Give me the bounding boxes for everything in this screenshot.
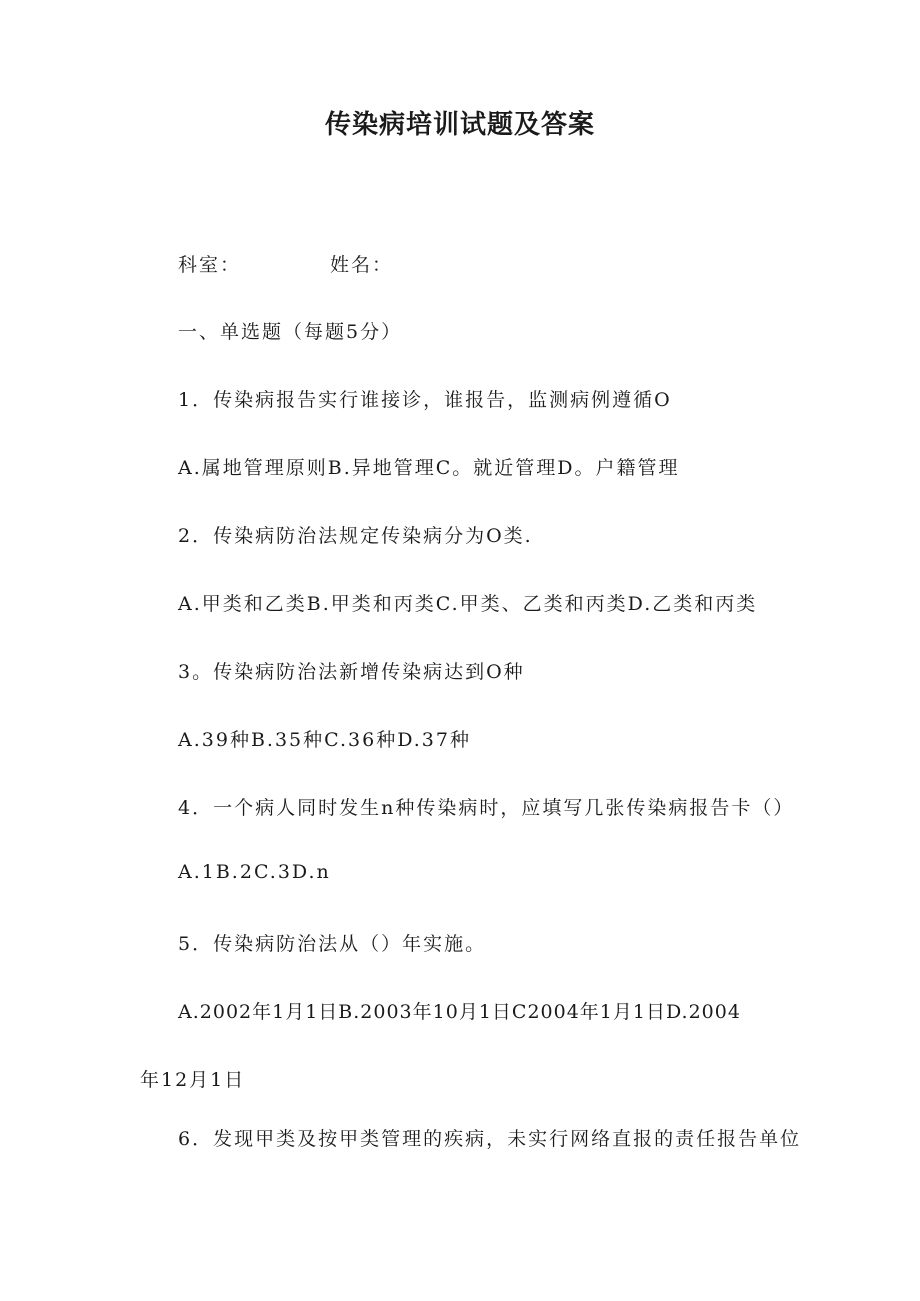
question-5-options-line2: 年12月1日 [140, 1069, 246, 1091]
question-2-options: A.甲类和乙类B.甲类和丙类C.甲类、乙类和丙类D.乙类和丙类 [178, 593, 758, 615]
question-2-stem: 2．传染病防治法规定传染病分为O类. [178, 525, 533, 547]
info-row [178, 250, 394, 277]
question-4-options: A.1B.2C.3D.n [178, 861, 331, 883]
section-heading: 一、单选题（每题5分） [178, 321, 403, 343]
question-4-stem: 4．一个病人同时发生n种传染病时，应填写几张传染病报告卡（） [178, 797, 795, 819]
question-1-stem: 1．传染病报告实行谁接诊，谁报告，监测病例遵循O [178, 389, 672, 411]
question-3-stem: 3。传染病防治法新增传染病达到O种 [178, 661, 525, 683]
question-5-options-line1: A.2002年1月1日B.2003年10月1日C2004年1月1日D.2004 [178, 1001, 741, 1023]
question-5-stem: 5．传染病防治法从（）年实施。 [178, 933, 487, 955]
question-6-stem: 6．发现甲类及按甲类管理的疾病，未实行网络直报的责任报告单位 [178, 1128, 802, 1150]
name-label: 姓名： [330, 254, 394, 276]
department-label: 科室： [178, 254, 242, 276]
document-title: 传染病培训试题及答案 [324, 110, 595, 140]
question-1-options: A.属地管理原则B.异地管理C。就近管理D。户籍管理 [178, 457, 680, 479]
question-3-options: A.39种B.35种C.36种D.37种 [178, 729, 471, 751]
